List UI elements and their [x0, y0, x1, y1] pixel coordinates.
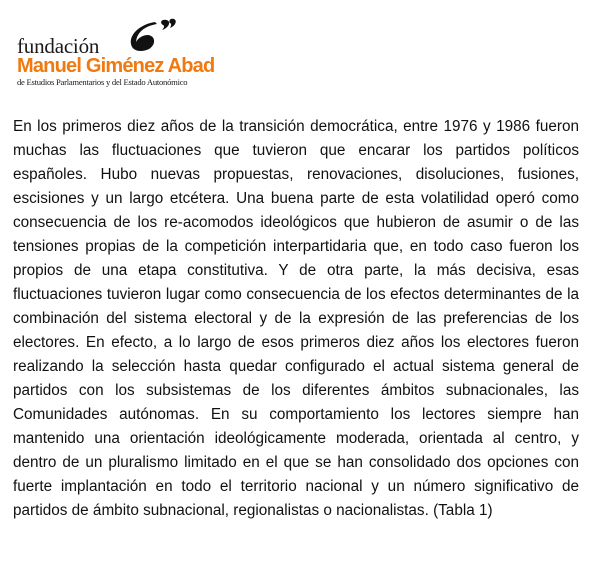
- logo-text-name: Manuel Giménez Abad: [17, 55, 215, 77]
- logo-text-fundacion: fundación: [17, 34, 100, 58]
- logo-swirl-icon: [125, 18, 177, 54]
- foundation-logo: [17, 18, 217, 90]
- logo-text-subtitle: de Estudios Parlamentarios y del Estado Autonómico: [17, 77, 188, 87]
- body-paragraph: En los primeros diez años de la transición democrática, entre 1976 y 1986 fueron muchas las fluctuaciones que tuvieron que encarar los partidos políticos españoles. Hubo nuevas propuestas, renovaciones, disoluciones, fusiones, escisiones y un largo etcétera. Una buena parte de esta volatilidad operó como consecuencia de los re-acomodos ideológicos que hubieron de asumir o de las tensiones propias de la competición interpartidaria que, en todo caso fueron los propios de una etapa constitutiva. Y de otra parte, la más decisiva, esas fluctuaciones tuvieron lugar como consecuencia de los efectos determinantes de la combinación del sistema electoral y de la expresión de las preferencias de los electores. En efecto, a lo largo de esos primeros diez años los electores fueron realizando la selección hasta quedar configurado el actual sistema general de partidos con los subsistemas de los diferentes ámbitos subnacionales, las Comunidades autónomas. En su comportamiento los lectores siempre han mantenido una orientación ideológicamente moderada, orientada al centro, y dentro de un pluralismo limitado en el que se han consolidado dos opciones con fuerte implantación en todo el territorio nacional y un número significativo de partidos de ámbito subnacional, regionalistas o nacionalistas. (Tabla 1): [13, 118, 579, 519]
